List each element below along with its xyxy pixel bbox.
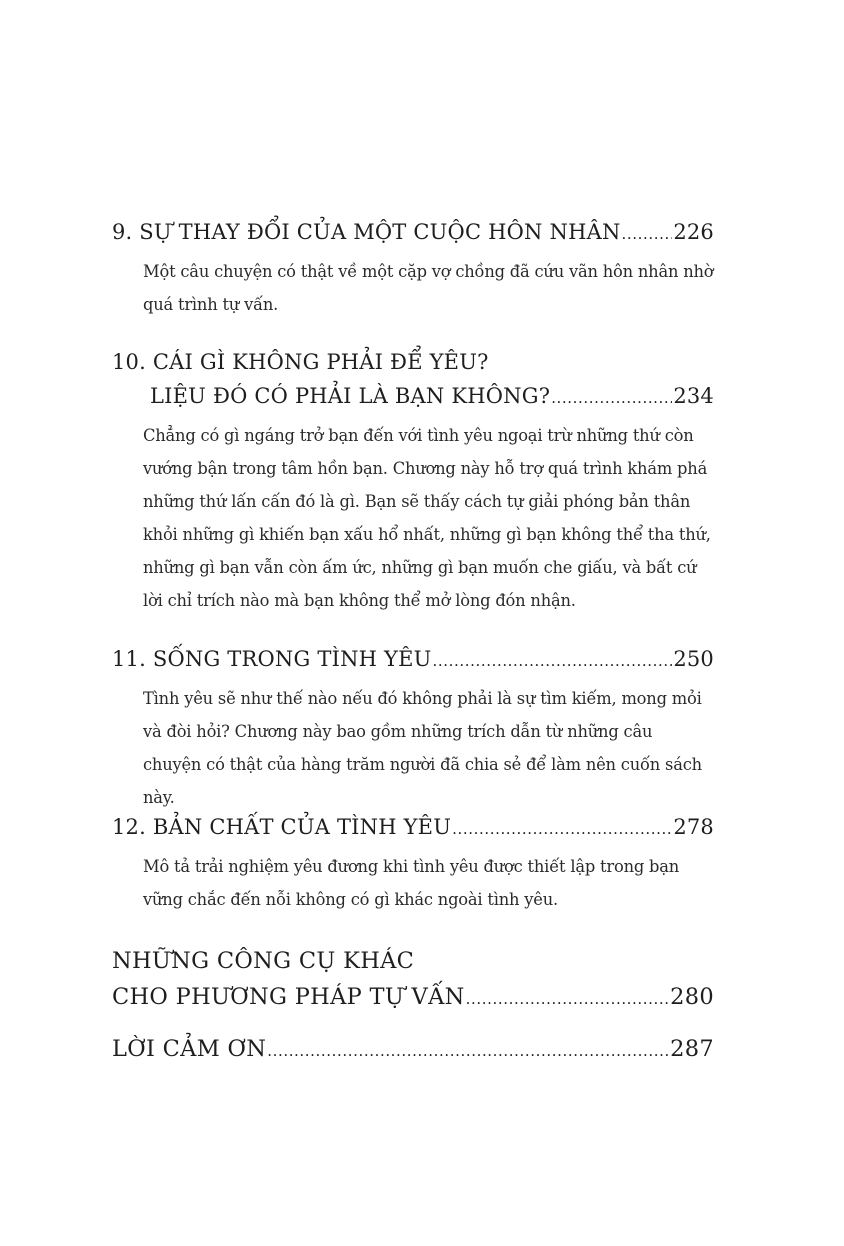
- toc-title: CHO PHƯƠNG PHÁP TỰ VẤN: [112, 984, 465, 1010]
- toc-heading-tools-line1[interactable]: NHỮNG CÔNG CỤ KHÁC: [112, 948, 415, 974]
- toc-title: 11. SỐNG TRONG TÌNH YÊU: [112, 647, 432, 671]
- toc-page-number: 278: [673, 815, 714, 839]
- dot-leader: [433, 644, 673, 678]
- toc-heading-9[interactable]: [112, 215, 714, 249]
- dot-leader: [452, 812, 672, 846]
- toc-heading-thanks[interactable]: [112, 1031, 714, 1067]
- toc-entry-thanks: [112, 1031, 714, 1067]
- dot-leader: [622, 217, 673, 251]
- toc-entry-9: [112, 215, 714, 321]
- toc-heading-12[interactable]: [112, 810, 714, 844]
- toc-entry-11: [112, 642, 714, 814]
- toc-page-number: 287: [670, 1036, 714, 1062]
- toc-description: Mô tả trải nghiệm yêu đương khi tình yêu được thiết lập trong bạn vững chắc đến nỗi không có gì khác ngoài tình yêu.: [143, 857, 680, 909]
- dot-leader: [551, 381, 672, 415]
- toc-description: Chẳng có gì ngáng trở bạn đến với tình yêu ngoại trừ những thứ còn vướng bận trong tâm hồn bạn. Chương này hỗ trợ quá trình khám phá những thứ lấn cấn đó là gì. Bạn sẽ thấy cách tự giải phóng bản thân khỏi những gì khiến bạn xấu hổ nhất, những gì bạn không thể tha thứ, những gì bạn vẫn còn ấm ức, những gì bạn muốn che giấu, và bất cứ lời chỉ trích nào mà bạn không thể mở lòng đón nhận.: [143, 426, 711, 610]
- toc-description: Tình yêu sẽ như thế nào nếu đó không phải là sự tìm kiếm, mong mỏi và đòi hỏi? Chương này bao gồm những trích dẫn từ những câu chuyện có thật của hàng trăm người đã chia sẻ để làm nên cuốn sách này.: [143, 689, 702, 807]
- toc-heading-10-line2[interactable]: [112, 379, 714, 413]
- toc-title: LIỆU ĐÓ CÓ PHẢI LÀ BẠN KHÔNG?: [150, 384, 551, 408]
- toc-title: LỜI CẢM ƠN: [112, 1036, 267, 1062]
- dot-leader: [267, 1033, 669, 1069]
- toc-description: Một câu chuyện có thật về một cặp vợ chồng đã cứu vãn hôn nhân nhờ quá trình tự vấn.: [143, 262, 714, 314]
- dot-leader: [466, 981, 670, 1017]
- toc-heading-11[interactable]: [112, 642, 714, 676]
- toc-title: 9. SỰ THAY ĐỔI CỦA MỘT CUỘC HÔN NHÂN: [112, 220, 621, 244]
- toc-page-number: 280: [670, 984, 714, 1010]
- toc-entry-12: [112, 810, 714, 916]
- toc-entry-10: [112, 345, 714, 617]
- toc-heading-10-line1[interactable]: 10. CÁI GÌ KHÔNG PHẢI ĐỂ YÊU?: [112, 350, 489, 374]
- toc-page-number: 234: [673, 384, 714, 408]
- toc-page-number: 226: [673, 220, 714, 244]
- toc-page-number: 250: [673, 647, 714, 671]
- toc-entry-tools: [112, 943, 714, 1015]
- toc-title: 12. BẢN CHẤT CỦA TÌNH YÊU: [112, 815, 452, 839]
- toc-heading-tools-line2[interactable]: [112, 979, 714, 1015]
